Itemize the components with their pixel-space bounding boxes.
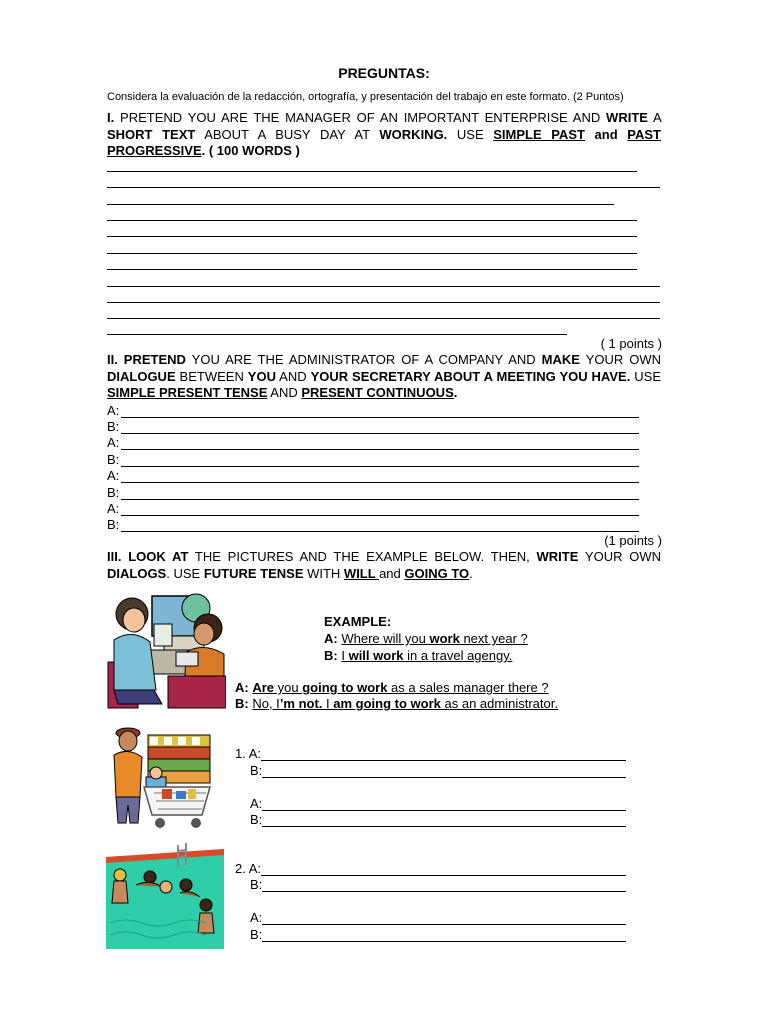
- dialogue-line-6[interactable]: B:: [107, 484, 639, 500]
- example-heading: EXAMPLE:: [324, 614, 392, 629]
- section-3-instructions: III. LOOK AT THE PICTURES AND THE EXAMPLE BELOW. THEN, WRITE YOUR OWN DIALOGS. USE FUTURE TENSE WITH WILL and GOING TO.: [107, 549, 662, 581]
- evaluation-note: Considera la evaluación de la redacción, ortografía, y presentación del trabajo en este formato. (2 Puntos): [107, 91, 624, 103]
- writing-line[interactable]: [107, 171, 637, 172]
- shopping-clipart-image: [104, 727, 222, 833]
- office-clipart-image: [104, 590, 226, 710]
- writing-line[interactable]: [107, 334, 567, 335]
- dialogue-line-8[interactable]: B:: [107, 516, 639, 532]
- section-2-points: (1 points ): [604, 533, 662, 548]
- exercise-1-line-b2[interactable]: B:: [250, 811, 626, 827]
- exercise-2-line-b2[interactable]: B:: [250, 926, 626, 942]
- exercise-2-line-b[interactable]: B:: [250, 876, 626, 892]
- dialogue-line-3[interactable]: A:: [107, 434, 639, 450]
- swimming-pool-clipart-image: [106, 843, 224, 949]
- writing-line[interactable]: [107, 204, 614, 205]
- writing-line[interactable]: [107, 236, 637, 237]
- writing-line[interactable]: [107, 286, 660, 287]
- dialogue-line-4[interactable]: B:: [107, 451, 639, 467]
- section-2-instructions: II. PRETEND YOU ARE THE ADMINISTRATOR OF A COMPANY AND MAKE YOUR OWN DIALOGUE BETWEEN YOU AND YOUR SECRETARY ABOUT A MEETING YOU HAVE. USE SIMPLE PRESENT TENSE AND PRESENT CONTINUOUS.: [107, 352, 661, 400]
- section-1-points: ( 1 points ): [600, 336, 662, 351]
- section-1-instructions: I. PRETEND YOU ARE THE MANAGER OF AN IMPORTANT ENTERPRISE AND WRITE A SHORT TEXT ABOUT A BUSY DAY AT WORKING. USE SIMPLE PAST and PAST PROGRESSIVE. ( 100 WORDS ): [107, 110, 661, 158]
- dialogue-line-7[interactable]: A:: [107, 500, 639, 516]
- writing-line[interactable]: [107, 253, 637, 254]
- dialogue-line-5[interactable]: A:: [107, 467, 639, 483]
- exercise-1-line-b[interactable]: B:: [250, 762, 626, 778]
- dialogue-line-1[interactable]: A:: [107, 402, 639, 418]
- writing-line[interactable]: [107, 187, 660, 188]
- writing-line[interactable]: [107, 220, 637, 221]
- example-line-b: B: I will work in a travel agengy.: [324, 648, 513, 663]
- dialogue-line-2[interactable]: B:: [107, 418, 639, 434]
- page-title: PREGUNTAS:: [338, 65, 430, 81]
- writing-line[interactable]: [107, 302, 660, 303]
- exercise-1-line-a2[interactable]: A:: [250, 795, 626, 811]
- example-line-d: B: No, I’m not. I am going to work as an administrator.: [235, 696, 558, 711]
- writing-line[interactable]: [107, 318, 660, 319]
- exercise-1-line-a[interactable]: 1. A:: [235, 745, 626, 761]
- writing-line[interactable]: [107, 269, 637, 270]
- example-line-c: A: Are you going to work as a sales manager there ?: [235, 680, 549, 695]
- exercise-2-line-a2[interactable]: A:: [250, 909, 626, 925]
- exercise-2-line-a[interactable]: 2. A:: [235, 860, 626, 876]
- example-line-a: A: Where will you work next year ?: [324, 631, 528, 646]
